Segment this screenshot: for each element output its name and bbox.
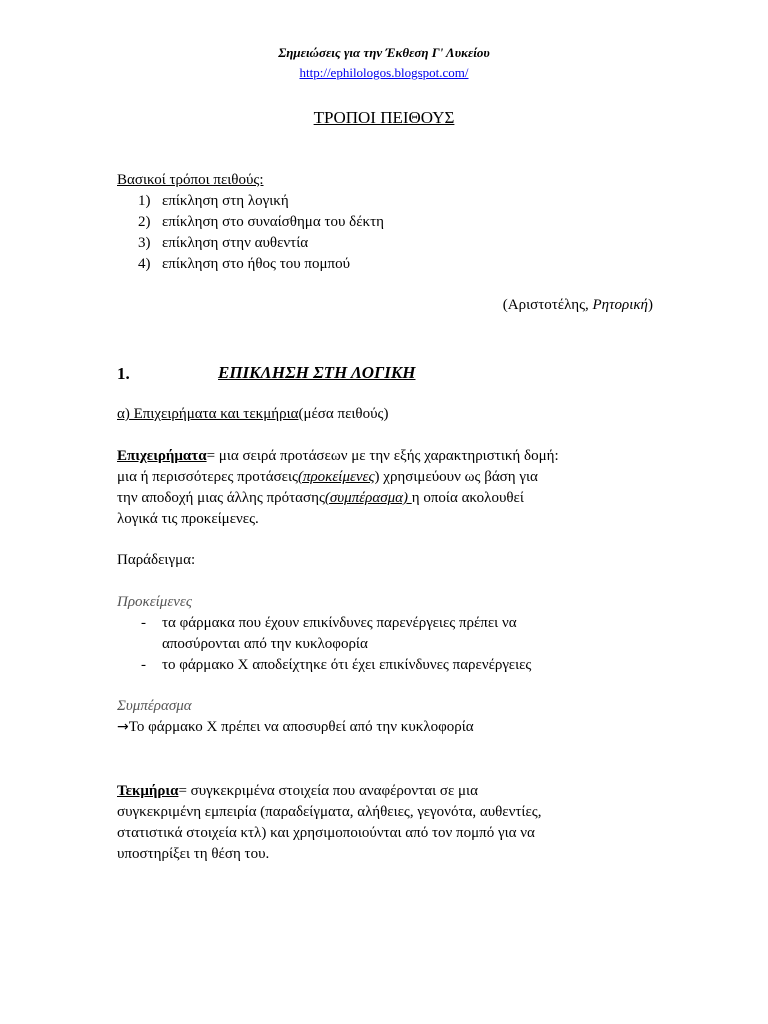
document-title: ΤΡΟΠΟΙ ΠΕΙΘΟΥΣ xyxy=(313,108,455,127)
conclusion-term: (συμπέρασμα) xyxy=(324,490,412,506)
blog-link[interactable]: http://ephilologos.blogspot.com/ xyxy=(299,65,469,80)
subheading-rest: (μέσα πειθούς) xyxy=(298,406,389,422)
subheading-underlined: α) Επιχειρήματα και τεκμήρια xyxy=(117,406,299,422)
list-item-number: 4) xyxy=(138,256,151,272)
example-label: Παράδειγμα: xyxy=(117,552,196,568)
list-item-text: επίκληση στην αυθεντία xyxy=(162,235,309,251)
evidence-line-2: συγκεκριμένη εμπειρία (παραδείγματα, αλήθειες, γεγονότα, αυθεντίες, xyxy=(117,804,542,820)
list-item-text: επίκληση στη λογική xyxy=(162,193,289,209)
arguments-term: Επιχειρήματα xyxy=(117,448,207,464)
header-title: Σημειώσεις για την Έκθεση Γ' Λυκείου xyxy=(278,45,490,60)
attribution xyxy=(503,297,653,314)
arguments-line-3 xyxy=(117,490,524,507)
list-item-number: 1) xyxy=(138,193,151,209)
arguments-text: η οποία ακολουθεί xyxy=(411,490,524,506)
list-item-number: 3) xyxy=(138,235,151,251)
premise-line: αποσύρονται από την κυκλοφορία xyxy=(162,636,368,652)
premise-line: το φάρμακο Χ αποδείχτηκε ότι έχει επικίνδυνες παρενέργειες xyxy=(162,657,532,673)
evidence-term: Τεκμήρια xyxy=(117,783,179,799)
arguments-text: μια ή περισσότερες προτάσεις xyxy=(117,469,298,485)
arrow-right-icon: → xyxy=(117,719,129,735)
arguments-line-4: λογικά τις προκείμενες. xyxy=(117,511,259,527)
premise-line: τα φάρμακα που έχουν επικίνδυνες παρενέργειες πρέπει να xyxy=(162,615,517,631)
arguments-text: ) χρησιμεύουν ως βάση για xyxy=(374,469,538,485)
subheading xyxy=(117,406,388,423)
list-dash: - xyxy=(141,615,146,631)
evidence-line-4: υποστηρίξει τη θέση του. xyxy=(117,846,270,862)
basics-heading: Βασικοί τρόποι πειθούς: xyxy=(117,172,264,188)
premises-label: Προκείμενες xyxy=(117,594,192,610)
conclusion-line xyxy=(117,719,474,736)
conclusion-text: Το φάρμακο Χ πρέπει να αποσυρθεί από την κυκλοφορία xyxy=(128,719,474,735)
list-dash: - xyxy=(141,657,146,673)
list-item-text: επίκληση στο ήθος του πομπού xyxy=(162,256,351,272)
list-item-text: επίκληση στο συναίσθημα του δέκτη xyxy=(162,214,384,230)
header-link-row xyxy=(0,65,768,81)
evidence-line-1 xyxy=(117,783,478,800)
arguments-text: την αποδοχή μιας άλλης πρότασης xyxy=(117,490,325,506)
conclusion-label: Συμπέρασμα xyxy=(117,698,192,714)
premises-term: (προκείμενες xyxy=(297,469,375,485)
arguments-line-1 xyxy=(117,448,559,465)
evidence-line-3: στατιστικά στοιχεία κτλ) και χρησιμοποιούνται από τον πομπό για να xyxy=(117,825,535,841)
arguments-line-2 xyxy=(117,469,538,486)
attribution-work: Ρητορική xyxy=(592,297,648,313)
list-item-number: 2) xyxy=(138,214,151,230)
section-title: ΕΠΙΚΛΗΣΗ ΣΤΗ ΛΟΓΙΚΗ xyxy=(218,363,416,382)
section-number: 1. xyxy=(117,364,130,383)
attribution-close: ) xyxy=(648,297,653,313)
attribution-author: (Αριστοτέλης, xyxy=(502,297,593,313)
evidence-definition: = συγκεκριμένα στοιχεία που αναφέρονται σε μια xyxy=(178,783,478,799)
arguments-definition: = μια σειρά προτάσεων με την εξής χαρακτηριστική δομή: xyxy=(206,448,559,464)
